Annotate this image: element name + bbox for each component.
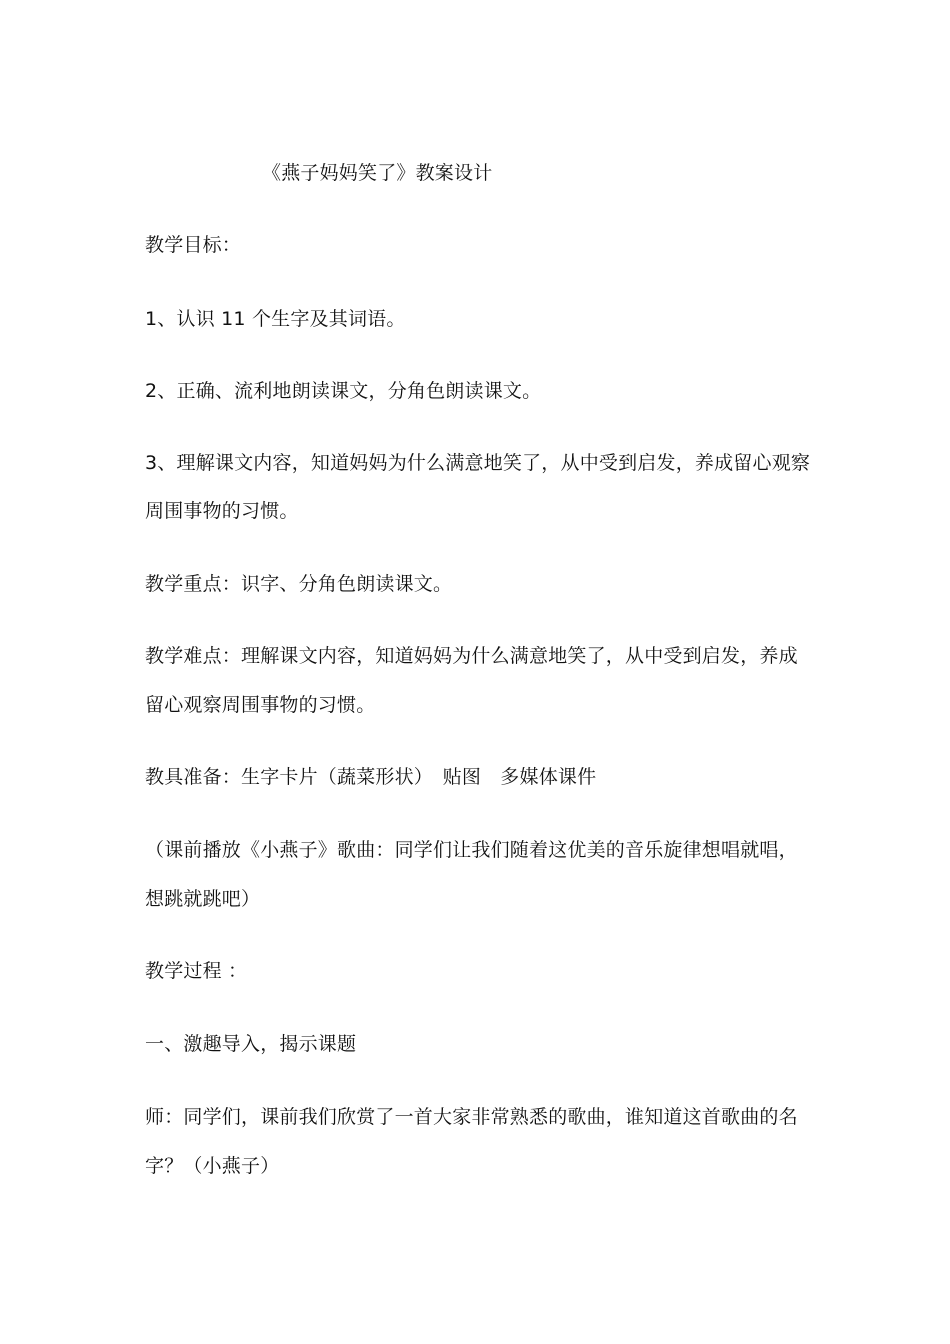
page-title: 《燕子妈妈笑了》教案设计 bbox=[262, 162, 493, 184]
section-heading-process: 教学过程 ： bbox=[145, 960, 248, 982]
pre-class-note-line-1: （课前播放《小燕子》歌曲：同学们让我们随着这优美的音乐旋律想唱就唱， bbox=[145, 839, 798, 861]
teaching-difficulty-line-1: 教学难点：理解课文内容，知道妈妈为什么满意地笑了，从中受到启发，养成 bbox=[145, 645, 798, 667]
objective-3-line-2: 周围事物的习惯。 bbox=[145, 500, 299, 522]
teaching-focus: 教学重点：识字、分角色朗读课文。 bbox=[145, 573, 453, 595]
pre-class-note-line-2: 想跳就跳吧） bbox=[145, 888, 261, 910]
teaching-aids: 教具准备：生字卡片（蔬菜形状） 贴图 多媒体课件 bbox=[145, 766, 597, 788]
teacher-dialogue-line-2: 字？（小燕子） bbox=[145, 1155, 280, 1177]
objective-1: 1、认识 11 个生字及其词语。 bbox=[145, 308, 406, 330]
process-step-1-heading: 一、激趣导入，揭示课题 bbox=[145, 1033, 357, 1055]
teaching-difficulty-line-2: 留心观察周围事物的习惯。 bbox=[145, 694, 376, 716]
section-heading-objectives: 教学目标： bbox=[145, 234, 242, 256]
objective-2: 2、正确、流利地朗读课文，分角色朗读课文。 bbox=[145, 380, 542, 402]
teacher-dialogue-line-1: 师：同学们，课前我们欣赏了一首大家非常熟悉的歌曲，谁知道这首歌曲的名 bbox=[145, 1106, 798, 1128]
objective-3-line-1: 3、理解课文内容，知道妈妈为什么满意地笑了，从中受到启发，养成留心观察 bbox=[145, 452, 811, 474]
